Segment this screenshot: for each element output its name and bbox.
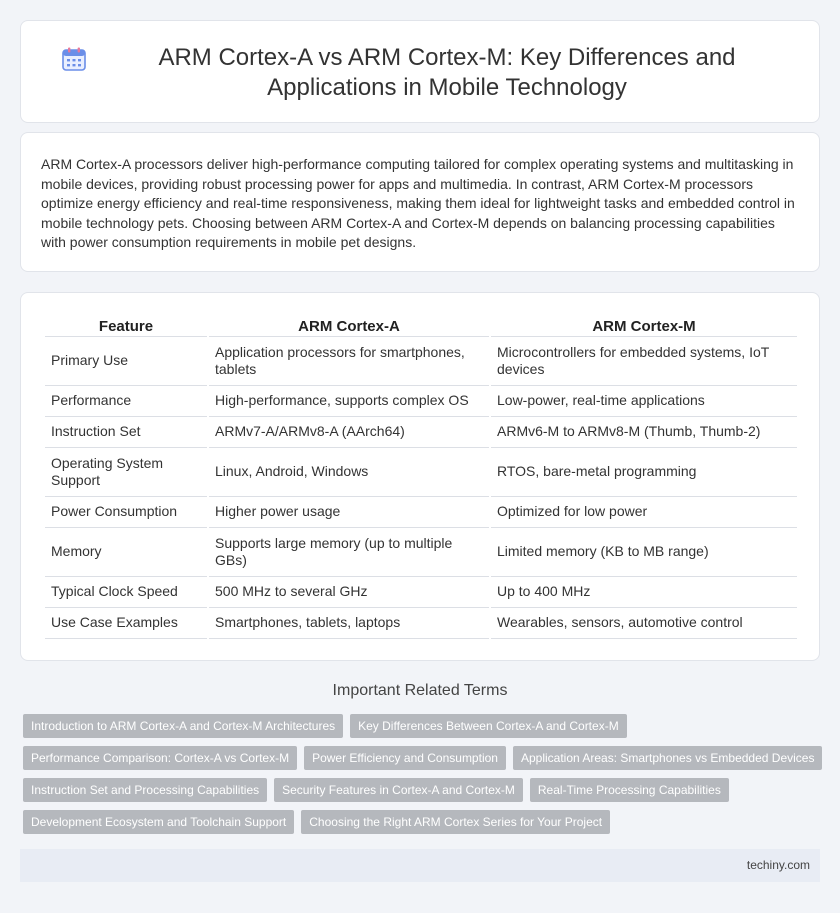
table-cell: Wearables, sensors, automotive control — [491, 608, 797, 639]
related-term-tag[interactable]: Choosing the Right ARM Cortex Series for Your Project — [301, 810, 610, 834]
table-cell: Low-power, real-time applications — [491, 386, 797, 417]
table-row — [45, 528, 797, 577]
table-cell: Primary Use — [45, 337, 207, 386]
related-term-tag[interactable]: Application Areas: Smartphones vs Embedded Devices — [513, 746, 823, 770]
table-row — [45, 417, 797, 448]
table-cell: Limited memory (KB to MB range) — [491, 528, 797, 577]
table-cell: Microcontrollers for embedded systems, IoT devices — [491, 337, 797, 386]
table-cell: ARMv6-M to ARMv8-M (Thumb, Thumb-2) — [491, 417, 797, 448]
comparison-table-card — [20, 292, 820, 661]
related-term-tag[interactable]: Development Ecosystem and Toolchain Support — [23, 810, 294, 834]
table-cell: Optimized for low power — [491, 497, 797, 528]
table-cell: ARMv7-A/ARMv8-A (AArch64) — [209, 417, 489, 448]
footer — [20, 849, 820, 882]
column-header: Feature — [45, 315, 207, 337]
page-title: ARM Cortex-A vs ARM Cortex-M: Key Differences and Applications in Mobile Technology — [158, 44, 736, 101]
related-terms-list — [23, 714, 823, 834]
related-term-tag[interactable]: Instruction Set and Processing Capabilities — [23, 778, 267, 802]
calendar-icon — [61, 46, 87, 72]
table-row — [45, 448, 797, 497]
table-cell: Use Case Examples — [45, 608, 207, 639]
related-terms-heading: Important Related Terms — [332, 682, 508, 699]
table-cell: Instruction Set — [45, 417, 207, 448]
footer-site-name[interactable]: techiny.com — [746, 858, 810, 872]
table-cell: Power Consumption — [45, 497, 207, 528]
table-row — [45, 608, 797, 639]
related-term-tag[interactable]: Power Efficiency and Consumption — [304, 746, 506, 770]
table-cell: Higher power usage — [209, 497, 489, 528]
table-cell: Up to 400 MHz — [491, 577, 797, 608]
related-term-tag[interactable]: Security Features in Cortex-A and Cortex-M — [274, 778, 523, 802]
related-term-tag[interactable]: Introduction to ARM Cortex-A and Cortex-M Architectures — [23, 714, 343, 738]
comparison-table — [43, 315, 799, 639]
related-term-tag[interactable]: Real-Time Processing Capabilities — [530, 778, 729, 802]
table-row — [45, 386, 797, 417]
table-cell: Smartphones, tablets, laptops — [209, 608, 489, 639]
column-header: ARM Cortex-A — [209, 315, 489, 337]
header-card — [20, 20, 820, 123]
table-cell: Memory — [45, 528, 207, 577]
table-cell: Linux, Android, Windows — [209, 448, 489, 497]
column-header: ARM Cortex-M — [491, 315, 797, 337]
table-cell: Typical Clock Speed — [45, 577, 207, 608]
table-cell: Application processors for smartphones, tablets — [209, 337, 489, 386]
table-header-row — [45, 315, 797, 337]
table-cell: Performance — [45, 386, 207, 417]
table-cell: Operating System Support — [45, 448, 207, 497]
table-row — [45, 577, 797, 608]
intro-card — [20, 132, 820, 272]
table-cell: High-performance, supports complex OS — [209, 386, 489, 417]
table-cell: Supports large memory (up to multiple GBs) — [209, 528, 489, 577]
related-term-tag[interactable]: Performance Comparison: Cortex-A vs Cortex-M — [23, 746, 297, 770]
related-term-tag[interactable]: Key Differences Between Cortex-A and Cortex-M — [350, 714, 627, 738]
table-cell: 500 MHz to several GHz — [209, 577, 489, 608]
intro-paragraph: ARM Cortex-A processors deliver high-performance computing tailored for complex operating systems and multitasking in mobile devices, providing robust processing power for apps and multimedia. In contrast, ARM Cortex-M processors optimize energy efficiency and real-time responsiveness, making them ideal for lightweight tasks and embedded control in mobile technology pets. Choosing between ARM Cortex-A and Cortex-M depends on balancing processing capabilities with power consumption requirements in mobile pet designs. — [41, 156, 795, 251]
table-row — [45, 497, 797, 528]
table-cell: RTOS, bare-metal programming — [491, 448, 797, 497]
table-row — [45, 337, 797, 386]
